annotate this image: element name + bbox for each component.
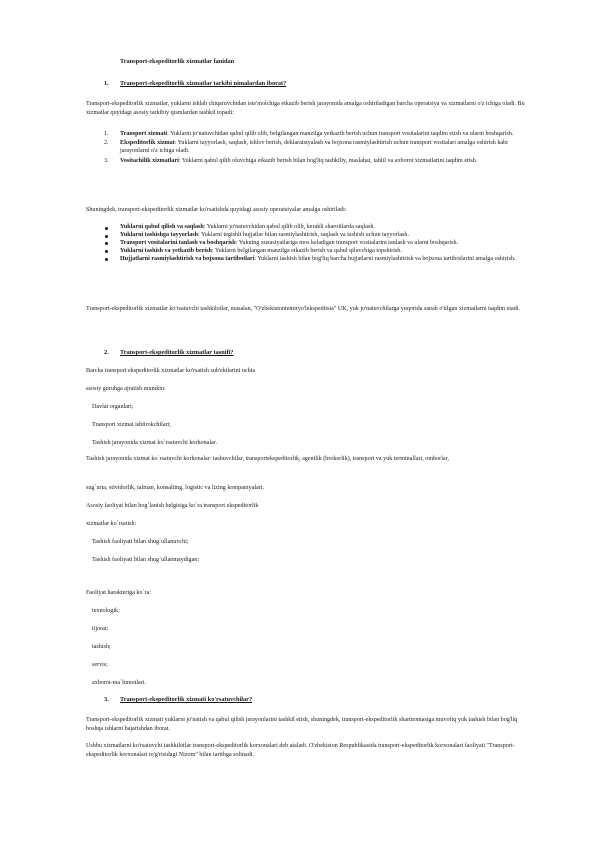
section-number: 1.	[104, 80, 109, 87]
bullet-icon	[105, 227, 108, 230]
section-title: Transport-ekspeditorlik xizmatlar tasnifi?	[120, 349, 234, 356]
bullet-icon	[105, 235, 108, 238]
bullet-icon	[105, 242, 108, 245]
section-1-intro: Transport-ekspeditorlik xizmatlar, yuklarni ishlab chiqaruvchidan iste'molchiga etkazib berish jarayonida amalga oshiriladigan barcha operatsiya va xizmatlarni o'z ichiga oladi. Bu xizmatlar quyidagi asosiy tarkibiy qismlardan tashkil topadi:	[86, 101, 525, 116]
section-title: Transport-ekspeditorlik xizmatlar tarkibi nimalardan iborat?	[120, 80, 287, 87]
list-item: 1. Transport xizmati: Yuklarni jo'natuvchidan qabul qilib olib, belgilangan manzilga yetkazib berish uchun transport vositalarini taqdim etish va ularni boshqarish.	[104, 131, 514, 137]
text-line: xizmatlar ko`rsatish:	[86, 521, 137, 527]
section-1-heading	[104, 80, 286, 87]
list-item: Yuklarni tashishga tayyorlash: Yuklarni tegishli hujjatlar bilan rasmiylashtirish, saqlash va tashish uchun tayyorlash.	[104, 232, 524, 240]
text-line: sug`urta, stividorlik, talman, konsalting, logistic va lizing kompaniyalari.	[86, 485, 265, 491]
document-title: Transport-ekspeditorlik xizmatlar fanidan	[120, 58, 235, 65]
operations-list	[104, 224, 524, 264]
list-item: servis;	[92, 662, 108, 668]
list-item: Transport vositalarini tanlash va boshqarish: Yukning xususiyatlariga mos keladigan transport vositalarini tanlash va ularni boshqarish.	[104, 240, 524, 248]
section-3-heading	[104, 696, 252, 703]
list-item: tijorat;	[92, 626, 109, 632]
list-item: texnologik;	[92, 608, 120, 614]
list-item: Hujjatlarni rasmiylashtirish va bojxona tartibotlari: Yuklarni tashish bilan bog'liq barcha hujjatlarni rasmiylashtirish va bojxona tartibotlarini amalga oshirish.	[104, 256, 524, 264]
operations-intro: Shuningdek, transport-ekspeditorlik xizmatlar ko'rsatishda quyidagi asosiy operatsiyalar amalga oshiriladi:	[86, 207, 347, 213]
list-item: Tashish faoliyati bilan shug`ullanuvchi;	[92, 539, 189, 545]
text-line: Faoliyat harakteriga ko`ra:	[86, 590, 151, 596]
list-item: Yuklarni qabul qilish va saqlash: Yuklarni jo'natuvchidan qabul qilib olib, kerakli sharoitlarda saqlash.	[104, 224, 524, 232]
section-title: Transport-ekspeditorlik xizmati ko'rsatuvchilar?	[120, 696, 253, 703]
list-item: 2. Ekspeditorlik xizmat: Yuklarni tayyorlash, saqlash, ishlov berish, deklaratsiyalash va bojxona rasmiylashtirish uchun transport vositalari amalga oshirish kabi jarayonlarni o'z ichiga oladi.	[104, 140, 508, 155]
section-2-heading	[104, 349, 233, 356]
list-item: Yuklarni tashish va yetkazib berish: Yuklarni belgilangan manzilga etkazib berish va qabul qiluvchiga topshirish.	[104, 248, 524, 256]
section-3-paragraph-2: Ushbu xizmatlarni ko'rsatuvchi tashkilotlar transport-ekspeditorlik korxonalari deb ataladi. O'zbekiston Respublikasida transport-ekspeditorlik korxonalari faoliyati "Transport-ekspeditorlik korxonalari to'g'risidagi Nizom" bilan tartibga solinadi.	[86, 743, 515, 758]
list-item: Davlat organlari;	[92, 404, 134, 410]
text-line: Asosiy faoliyat bilan bog`lanish belgisiga ko`ra transport ekspeditorlik	[86, 503, 259, 509]
components-list	[104, 130, 524, 166]
list-item: 3. Vositachilik xizmatlari: Yuklarni qabul qilib oluvchiga etkazib berish bilan bog'liq tashkiliy, maslahat, tahlil va axborot xizmatlarini taqdim etish.	[104, 157, 478, 164]
section-number: 3.	[104, 696, 109, 703]
section-3-paragraph-1: Transport-ekspeditorlik xizmati yuklarni jo'natish va qabul qilish jarayonlarini tashkil etish, shuningdek, transport-ekspeditorlik shartnomasiga muvofiq yuk tashish bilan bog'liq boshqa ishlarni bajarishdan iborat.	[86, 717, 518, 732]
list-item: Tashish faoliyati bilan shug`ullanmaydigan;	[92, 557, 200, 563]
text-line: asosiy guruhga ajratish mumkin:	[86, 386, 166, 392]
section-number: 2.	[104, 349, 109, 356]
list-item: axborot-ma`lumotlari.	[92, 680, 146, 686]
list-item: Tashish jarayonida xizmat ko`rsatuvchi korhonalar.	[92, 440, 217, 446]
section-1-closing: Transport-ekspeditorlik xizmatlar ko'rsatuvchi tashkilotlar, masalan, "O'zbekistontemiryo'lekspeditsia" UK, yuk jo'natuvchilarga yuqorida sanab o'tilgan xizmatlarni taqdim etadi.	[86, 306, 520, 312]
list-item: Transport xizmat ishtirokchilari;	[92, 422, 171, 428]
text-paragraph: Tashish jarayonida xizmat ko`rsatuvchi korhonalar: tashuvchilar, transportekspeditorlik, agentlik (brokerlik), transport va yuk terminallari, omborlar,	[86, 456, 449, 462]
bullet-icon	[105, 258, 108, 261]
text-line: Barcha transport ekspeditorlik xizmatlar ko'rsatish sub'ektlarini uchta	[86, 368, 256, 374]
list-item: tashish;	[92, 644, 111, 650]
bullet-icon	[105, 250, 108, 253]
